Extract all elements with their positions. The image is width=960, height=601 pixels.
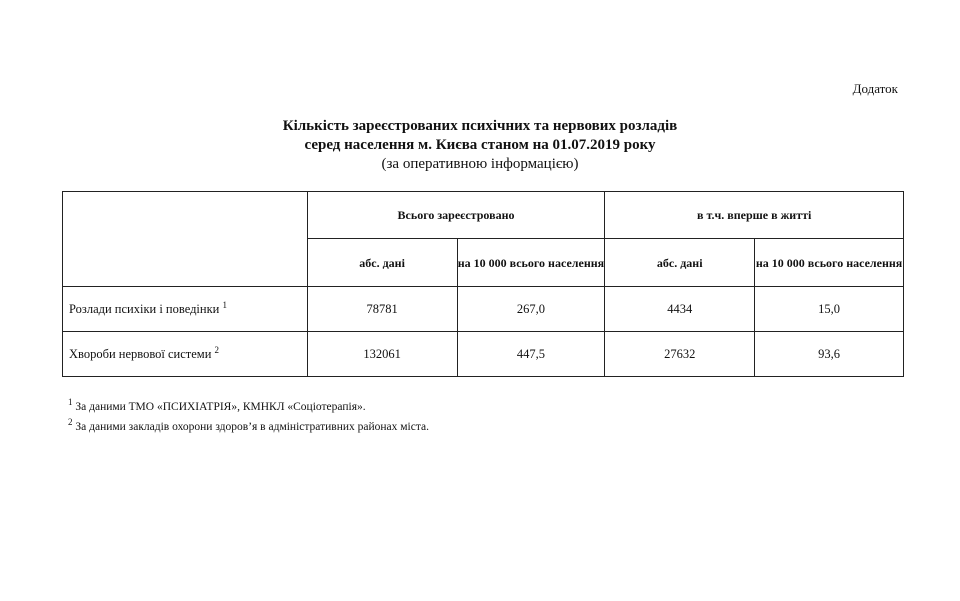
table-header-row bbox=[63, 192, 904, 239]
table-row bbox=[63, 332, 904, 377]
title-line-1: Кількість зареєстрованих психічних та нервових розладів bbox=[282, 118, 678, 134]
title-line-2: серед населення м. Києва станом на 01.07.2019 року bbox=[304, 137, 656, 153]
row-label: Розлади психіки і поведінки $^1$ bbox=[63, 287, 308, 332]
subheader-per-10000: на 10 000 всього населення bbox=[755, 239, 904, 287]
footnote-ref: 2 bbox=[214, 345, 220, 356]
table-cell: 78781 bbox=[307, 287, 457, 332]
subheader-abs: абс. дані bbox=[307, 239, 457, 287]
appendix-label: Додаток bbox=[852, 81, 898, 96]
table-cell: 4434 bbox=[605, 287, 755, 332]
subheader-abs: абс. дані bbox=[605, 239, 755, 287]
footnotes bbox=[68, 395, 429, 435]
group-header-first-time: в т.ч. вперше в житті bbox=[605, 192, 904, 239]
subheader-per-10000: на 10 000 всього населення bbox=[457, 239, 605, 287]
row-label: Хвороби нервової системи $^2$ bbox=[63, 332, 308, 377]
table-cell: 27632 bbox=[605, 332, 755, 377]
statistics-table bbox=[62, 191, 904, 377]
table-cell: 132061 bbox=[307, 332, 457, 377]
empty-corner-cell bbox=[63, 192, 308, 287]
document-title bbox=[0, 117, 960, 174]
footnote: $^2$ За даними закладів охорони здоров’я в адміністративних районах міста. bbox=[68, 416, 429, 433]
group-header-total: Всього зареєстровано bbox=[307, 192, 605, 239]
title-subtitle: (за оперативною інформацією) bbox=[381, 156, 579, 172]
footnote: $^1$ За даними ТМО «ПСИХІАТРІЯ», КМНКЛ «Соціотерапія». bbox=[68, 397, 366, 413]
table-row bbox=[63, 287, 904, 332]
footnote-ref: 1 bbox=[222, 300, 227, 311]
table-cell: 447,5 bbox=[457, 332, 605, 377]
table-cell: 15,0 bbox=[755, 287, 904, 332]
table-cell: 267,0 bbox=[457, 287, 605, 332]
table-cell: 93,6 bbox=[755, 332, 904, 377]
